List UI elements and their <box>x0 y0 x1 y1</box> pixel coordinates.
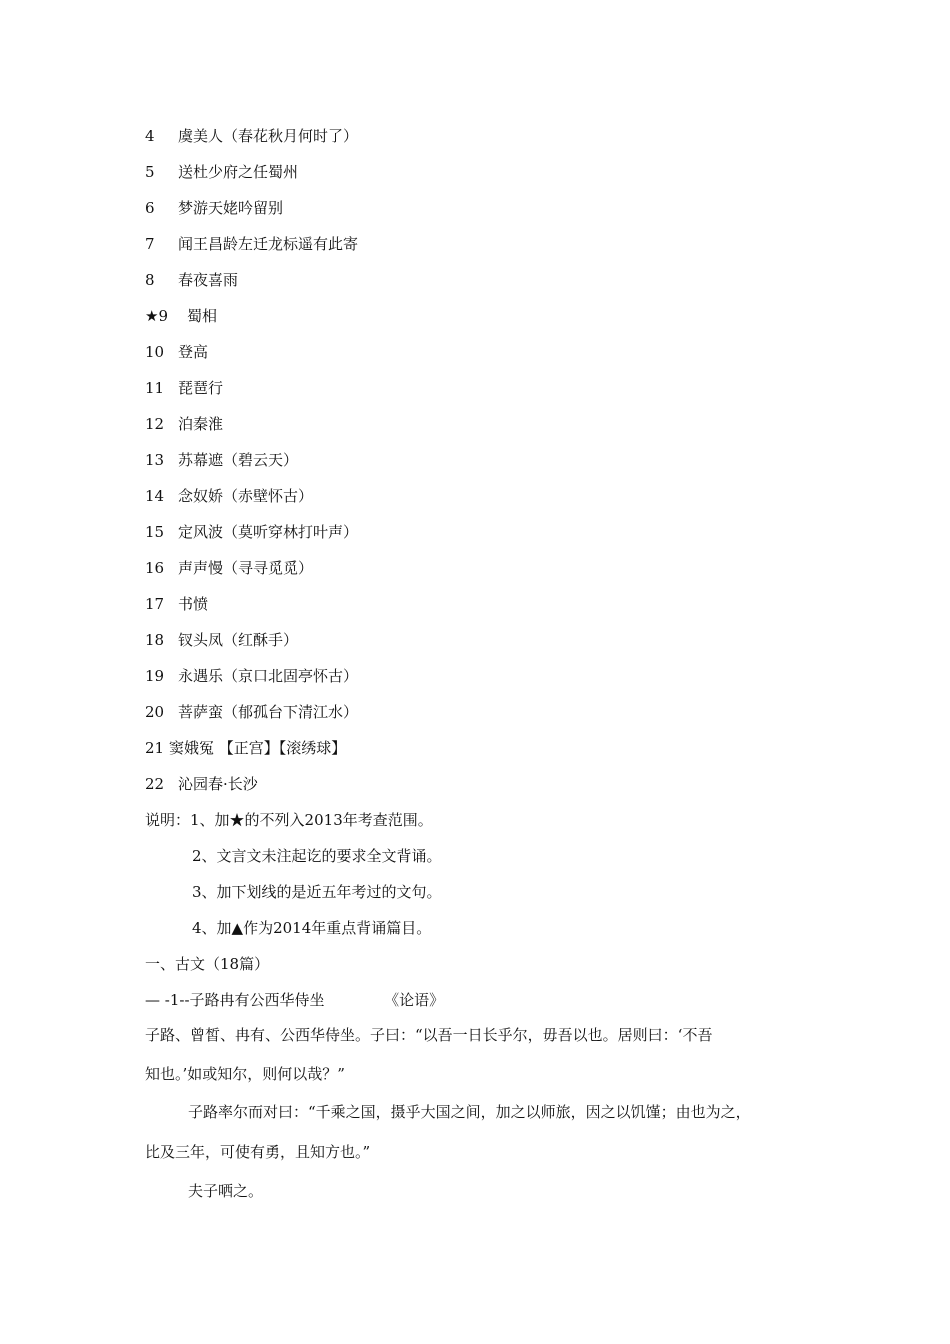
item-number: 22 <box>145 775 165 793</box>
item-title: 梦游天姥吟留别 <box>178 199 284 217</box>
item-number: 6 <box>145 199 155 217</box>
item-number: 5 <box>145 163 155 181</box>
item-number: 7 <box>145 235 155 253</box>
list-item <box>145 198 283 218</box>
list-item <box>145 738 346 758</box>
item-title: 念奴娇（赤壁怀古） <box>178 487 314 505</box>
list-item <box>145 522 358 542</box>
note-item: 3、加下划线的是近五年考过的文句。 <box>192 883 442 901</box>
list-item <box>145 342 208 362</box>
list-item <box>145 702 358 722</box>
item-title: 窦娥冤 【正宫】【滚绣球】 <box>169 739 347 757</box>
item-title: 闻王昌龄左迁龙标遥有此寄 <box>178 235 359 253</box>
list-item <box>145 774 258 794</box>
item-number: 13 <box>145 451 165 469</box>
list-item <box>145 666 358 686</box>
note-item: 4、加▲作为2014年重点背诵篇目。 <box>192 919 432 937</box>
item-number: 10 <box>145 343 165 361</box>
item-title: 沁园春·长沙 <box>178 775 258 793</box>
item-title: 菩萨蛮（郁孤台下清江水） <box>178 703 359 721</box>
list-item <box>145 630 298 650</box>
item-title: 蜀相 <box>187 307 218 325</box>
paragraph-line: 子路、曾皙、冉有、公西华侍坐。子曰：“以吾一日长乎尔，毋吾以也。居则曰：‘不吾 <box>145 1026 713 1044</box>
paragraph-line: 夫子哂之。 <box>188 1182 264 1200</box>
item-title: 书愤 <box>178 595 209 613</box>
list-item <box>145 594 208 614</box>
item-number: 19 <box>145 667 165 685</box>
item-title: 送杜少府之任蜀州 <box>178 163 299 181</box>
paragraph-line: 知也。’如或知尔，则何以哉？” <box>145 1065 345 1083</box>
item-number: 15 <box>145 523 165 541</box>
paragraph-line: 子路率尔而对曰：“千乘之国，摄乎大国之间，加之以师旅，因之以饥馑；由也为之， <box>188 1103 751 1121</box>
item-number: 17 <box>145 595 165 613</box>
list-item <box>145 414 223 434</box>
section-heading: 一、古文（18篇） <box>145 955 270 973</box>
list-item <box>145 486 313 506</box>
article-source: 《论语》 <box>384 991 445 1009</box>
item-title: 苏幕遮（碧云天） <box>178 451 299 469</box>
list-item <box>145 558 313 578</box>
item-number: 21 <box>145 739 165 757</box>
note-item: 2、文言文未注起讫的要求全文背诵。 <box>192 847 442 865</box>
article-heading-line <box>145 990 444 1010</box>
item-title: 登高 <box>178 343 209 361</box>
article-heading: — -1--子路冉有公西华侍坐 <box>145 991 325 1009</box>
item-number: 18 <box>145 631 165 649</box>
item-number: 8 <box>145 271 155 289</box>
notes-label: 说明： <box>145 811 191 829</box>
item-title: 琵琶行 <box>178 379 224 397</box>
note-item: 1、加★的不列入2013年考查范围。 <box>190 811 433 829</box>
item-title: 永遇乐（京口北固亭怀古） <box>178 667 359 685</box>
list-item <box>145 306 217 326</box>
item-title: 声声慢（寻寻觅觅） <box>178 559 314 577</box>
list-item <box>145 234 358 254</box>
item-number: 20 <box>145 703 165 721</box>
list-item <box>145 126 358 146</box>
item-number: 11 <box>145 379 165 397</box>
list-item <box>145 378 223 398</box>
item-number: 16 <box>145 559 165 577</box>
item-number: 14 <box>145 487 165 505</box>
item-title: 定风波（莫听穿林打叶声） <box>178 523 359 541</box>
item-title: 春夜喜雨 <box>178 271 239 289</box>
list-item <box>145 270 238 290</box>
item-title: 钗头凤（红酥手） <box>178 631 299 649</box>
item-number: 4 <box>145 127 155 145</box>
list-item <box>145 450 298 470</box>
item-title: 虞美人（春花秋月何时了） <box>178 127 359 145</box>
paragraph-line: 比及三年，可使有勇，且知方也。” <box>145 1143 371 1161</box>
note-line <box>145 810 433 830</box>
item-number: ★9 <box>145 307 168 325</box>
item-title: 泊秦淮 <box>178 415 224 433</box>
list-item <box>145 162 298 182</box>
item-number: 12 <box>145 415 165 433</box>
